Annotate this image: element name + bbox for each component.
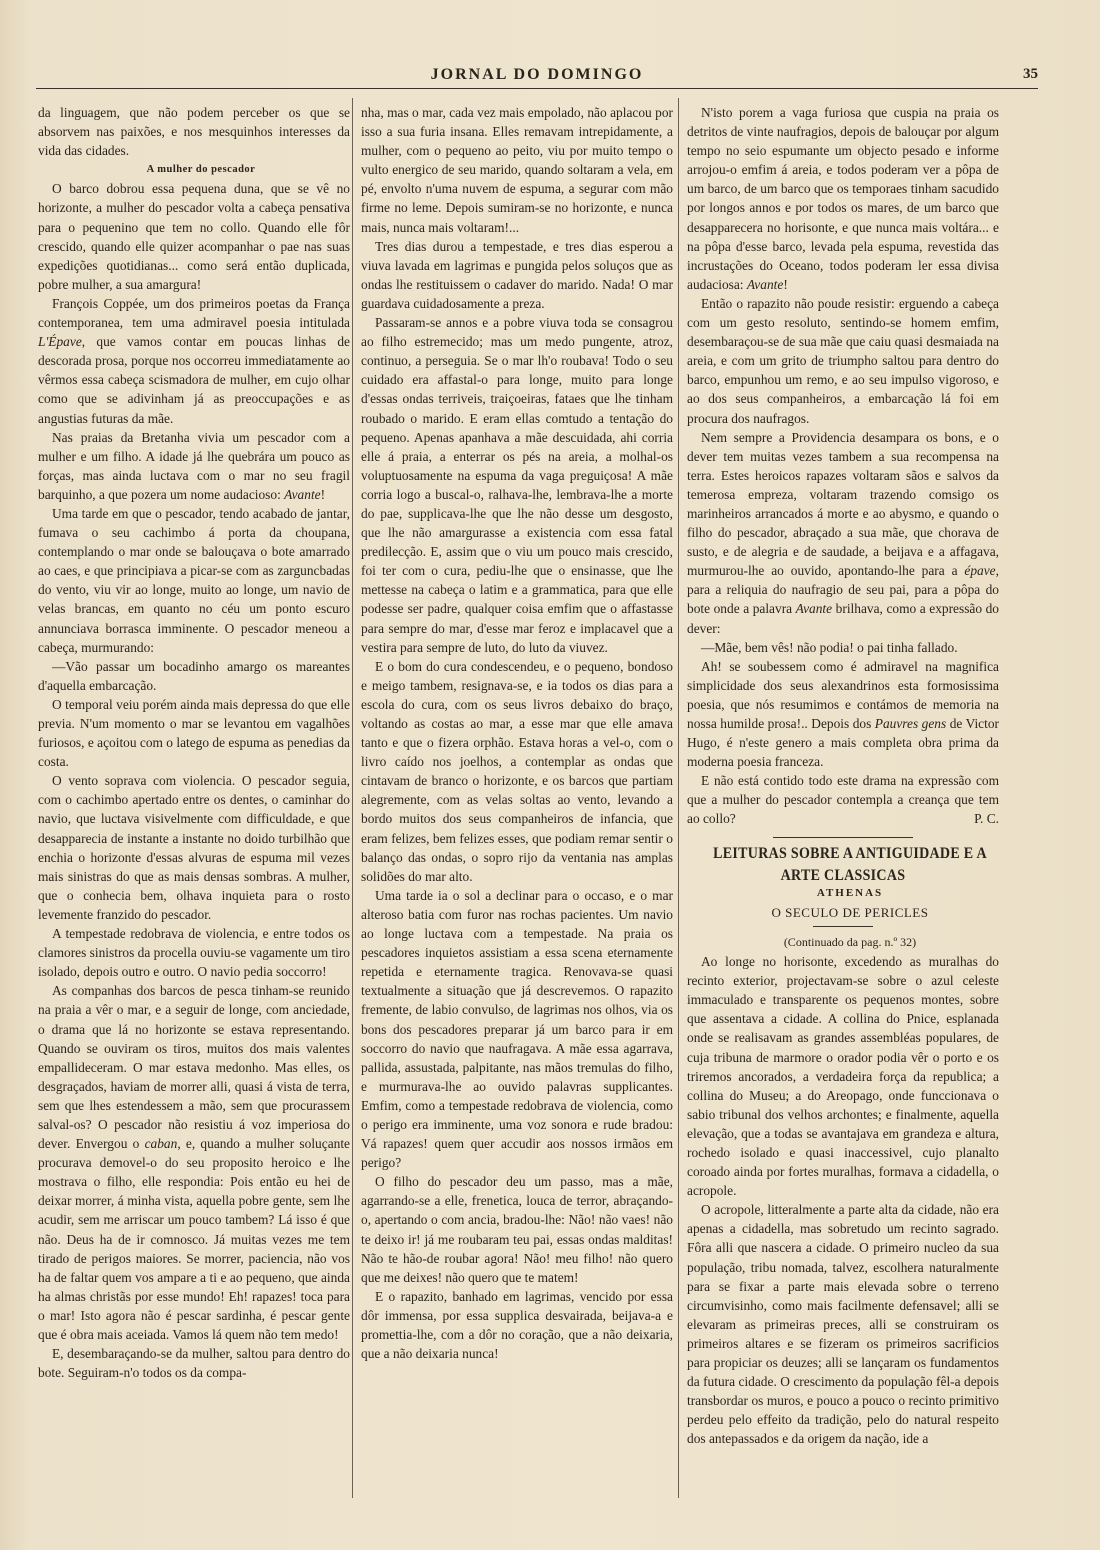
page-header: [36, 64, 1038, 89]
paragraph: E o rapazito, banhado em lagrimas, vencido por essa dôr immensa, por essa supplica desvairada, beijava-a e promettia-lhe, com a dôr no coração, que a não deixaria, que a não deixaria nunca!: [361, 1288, 673, 1362]
paragraph: Então o rapazito não poude resistir: erguendo a cabeça com um gesto resoluto, sentindo-se homem emfim, desembaraçou-se de sua mãe que caiu quasi desmaiada na areia, e com um grito de triumpho saltou para dentro do barco, empunhou um remo, e ao seu impulso vigoroso, e ao dos seus companheiros, a embarcação lá foi em procura dos naufragos.: [687, 295, 999, 426]
section-subtitle: ATHENAS: [816, 886, 884, 899]
paragraph: —Vão passar um bocadinho amargo os mareantes d'aquella embarcação.: [38, 658, 350, 693]
column-divider: [352, 98, 353, 1498]
column-2: [361, 103, 673, 1363]
page-number: 35: [1023, 66, 1038, 82]
paragraph: Ah! se soubessem como é admiravel na magnifica simplicidade dos seus alexandrinos esta formosissima poesia, que nós resumimos e contámos de memoria na nossa humilde prosa!.. Depois dos Pauvres gens de Victor Hugo, é n'este genero a mais completa obra prima da moderna poesia franceza.: [687, 658, 999, 770]
paragraph: O acropole, litteralmente a parte alta da cidade, não era apenas a cidadella, mas sobretudo um recinto sagrado. Fôra alli que nascera a cidade. O primeiro nucleo da sua população, tribu nomada, talvez, escolhera naturalmente para se fixar a parte mais elevada sobre o terreno circumvisinho, como mais facilmente defensavel; alli se elevaram as primeiras preces, alli se construiram os primeiros altares e se fizeram os primeiros sacrificios para propiciar os deuzes; alli se lançaram os fundamentos da futura cidade. O crescimento da população fêl-a depois transbordar os muros, e pouco a pouco o recinto primitivo perdeu pelo effeito da tradição, pelo do natural respeito dos antepassados e da origem da nação, ide a: [687, 1202, 999, 1447]
chapter-title: O SECULO DE PERICLES: [771, 904, 929, 920]
subheading: A mulher do pescador: [146, 164, 256, 176]
paragraph: O filho do pescador deu um passo, mas a mãe, agarrando-se a elle, frenetica, louca de terror, abraçando-o, apertando o com ancia, bradou-lhe: Não! não vaes! não te deixo ir! já me roubaram teu pai, essas ondas malditas! Não te hão-de roubar agora! Não! meu filho! não quero que me deixes! não quero que te matem!: [361, 1174, 673, 1285]
paragraph: Nem sempre a Providencia desampara os bons, e o dever tem muitas vezes tambem a sua recompensa na terra. Estes heroicos rapazes voltaram sãos e salvos da temerosa empreza, voltaram trazendo comsigo os marinheiros arrancados á morte e ao abysmo, e quando o filho do pescador, abraçado a sua mãe, que chorava de susto, e de alegria e de saudade, a beijava e a affagava, murmurou-lhe ao ouvido, apontando-lhe para a épave, para a reliquia do naufragio de seu pai, para a pôpa do bote onde a palavra Avante brilhava, como a expressão do dever:: [687, 429, 999, 636]
paragraph: da linguagem, que não podem perceber os que se absorvem nas paixões, e nos mesquinhos interesses da vida das cidades.: [38, 105, 350, 159]
paragraph: Passaram-se annos e a pobre viuva toda se consagrou ao filho estremecido; mas um medo pungente, atroz, continuo, a perseguia. Se o mar lh'o roubava! Todo o seu cuidado era affastal-o para longe, muito para longe d'essas ondas terriveis, traiçoeiras, fataes que lhe tinham roubado o marido. E eram ellas comtudo a tentação do pequeno. Apenas apanhava a mãe descuidada, ahi corria elle á praia, a enterrar os pés na areia, a molhal-os voluptuosamente na espuma da vaga preguiçosa! A mãe corria logo a buscal-o, ralhava-lhe, lembrava-lhe a morte do pae, supplicava-lhe que lhe não desse um desgosto, que lhe não amargurasse a existencia com essa fatal predilecção. E, assim que o viu um pouco mais crescido, foi ter com o cura, pediu-lhe que o ensinasse, que lhe mettesse na cabeça o latim e a grammatica, para que elle podesse ser padre, qualquer coisa emfim que o affastasse para sempre do mar, d'esse mar feroz e implacavel que a vestira para sempre de luto, do luto da viuvez.: [361, 315, 673, 655]
section-rule: [773, 837, 913, 838]
paragraph: Tres dias durou a tempestade, e tres dias esperou a viuva lavada em lagrimas e pungida pelos soluços que as ondas lhe restituissem o cadaver do marido. Nada! O mar guardava cuidadosamente a preza.: [361, 238, 673, 311]
section-title: LEITURAS SOBRE A ANTIGUIDADE E A ARTE CLASSICAS: [713, 844, 987, 885]
author-signature: P. C.: [974, 811, 999, 827]
paragraph: E não está contido todo este drama na expressão com que a mulher do pescador contempla a creança que tem ao collo? P. C.: [687, 771, 999, 828]
paragraph: Uma tarde em que o pescador, tendo acabado de jantar, fumava o seu cachimbo á porta da choupana, contemplando o mar onde se balouçava o bote amarrado ao caes, e que principiava a picar-se com as zarguncbadas do vento, viu vir ao longe, muito ao longe, um navio de velas brancas, em quanto no céu um ponto escuro annunciava borrasca imminente. O pescador meneou a cabeça, murmurando:: [38, 505, 350, 655]
column-1: [38, 103, 350, 1382]
paragraph: Uma tarde ia o sol a declinar para o occaso, e o mar alteroso batia com furor nas rochas pacientes. Um navio ao longe luctava com a tempestade. Na praia os pescadores inquietos assistiam a essa scena eternamente repetida e eternamente tragica. Renovava-se quasi textualmente a situação que já descrevemos. O rapazito fremente, de labio convulso, de lagrimas nos olhos, via os bons dos pescadores preparar já um barco para ir em soccorro do navio que naufragava. A mãe essa agarrava, pallida, assustada, palpitante, nas mãos tremulas do filho, e murmurava-lhe ao ouvido palavras supplicantes. Emfim, como a tempestade redobrava de violencia, como o perigo era imminente, uma voz sonora e rude bradou: Vá rapazes! quem quer accudir aos nossos irmãos em perigo?: [361, 887, 673, 1171]
paragraph: O barco dobrou essa pequena duna, que se vê no horizonte, a mulher do pescador volta a cabeça pensativa para o pequenino que tem no collo. Quando elle fôr crescido, quando elle quizer acompanhar o pae nas suas expedições quotidianas... como será então duplicada, pobre mulher, a sua amargura!: [38, 181, 350, 292]
chapter-rule: [813, 926, 873, 927]
paragraph: O vento soprava com violencia. O pescador seguia, com o cachimbo apertado entre os dentes, o caminhar do navio, que luctava visivelmente com difficuldade, e que desapparecia de instante a instante no doido turbilhão que enchia o horizonte d'essas alvuras de espuma mil vezes mais sinistras do que as mais densas sombras. A mulher, que o conhecia bem, olhava inquieta para o rosto levemente franzido do pescador.: [38, 773, 350, 922]
column-3: [687, 103, 999, 1448]
paragraph: N'isto porem a vaga furiosa que cuspia na praia os detritos de vinte naufragios, depois de balouçar por algum tempo no seio espumante um objecto pesado e informe arrojou-o emfim á areia, e todos poderam ver a pôpa de um barco, de um barco que os temporaes tinham sacudido por longos annos e por todos os mares, de um barco que desapparecera no horisonte, e que nunca mais voltára... e na pôpa d'esse barco, levada pela espuma, revestida das incrustações do Oceano, todos poderam ler essa divisa audaciosa: Avante!: [687, 105, 999, 292]
paragraph: François Coppée, um dos primeiros poetas da França contemporanea, tem uma admiravel poesia intitulada L'Épave, que vamos contar em poucas linhas de descorada prosa, porque nos occorreu immediatamente ao vêrmos essa cabeça scismadora de mulher, em cujo olhar como que se adivinham já as preoccupações e as angustias futuras da mãe.: [38, 295, 350, 426]
continued-note: (Continuado da pag. n.º 32): [783, 934, 917, 949]
column-divider: [678, 98, 679, 1498]
paragraph: —Mãe, bem vês! não podia! o pai tinha fallado.: [701, 639, 958, 655]
paragraph: O temporal veiu porém ainda mais depressa do que elle previa. N'um momento o mar se levantou em vagalhões furiosos, e açoitou com o latego de espuma as penedias da costa.: [38, 696, 350, 770]
journal-title: JORNAL DO DOMINGO: [430, 66, 644, 83]
paragraph: nha, mas o mar, cada vez mais empolado, não aplacou por isso a sua furia insana. Elles remavam intrepidamente, a mulher, com o pequeno ao peito, viu por muito tempo o vulto energico de seu marido, quando soltaram a vela, em pé, envolto n'uma nuvem de espuma, a segurar com mão firme no leme. Depois sumiram-se no horizonte, e nunca mais, nunca mais voltaram!...: [361, 105, 673, 235]
paragraph: E o bom do cura condescendeu, e o pequeno, bondoso e meigo tambem, resignava-se, e ia todos os dias para a escola do cura, com os seus livros debaixo do braço, voltando as costas ao mar, a esse mar que elle amava tanto e que o fizera orphão. Estava horas a vel-o, com o livro caído nos joelhos, a contemplar as ondas que cintavam de branco o horizonte, e os barcos que partiam alegremente, com as velas soltas ao vento, levando a bordo muitos dos seus companheiros de infancia, que eram felizes, bem felizes esses, que podiam remar sentir o balanço das ondas, o sopro rijo da ventania nas amplas solidões do mar alto.: [361, 658, 673, 884]
paragraph: E, desembaraçando-se da mulher, saltou para dentro do bote. Seguiram-n'o todos os da compa-: [38, 1346, 350, 1381]
paragraph: As companhas dos barcos de pesca tinham-se reunido na praia a vêr o mar, e a seguir de longe, com anciedade, o drama que lá no horizonte se estava representando. Quando se ouviram os tiros, muitos dos mais valentes empallideceram. O mar estava medonho. Mas elles, os desgraçados, haviam de morrer alli, quasi á vista de terra, sem que lhes estendessem a mão, sem que procurassem salval-os? O pescador não resistiu á voz imperiosa do dever. Envergou o caban, e, quando a mulher soluçante procurava demovel-o do seu proposito heroico e lhe mostrava o filho, elle respondia: Pois então eu hei de deixar morrer, á minha vista, aquella pobre gente, sem lhe acudir, sem me arriscar um pouco tambem? Lá isso é que não. Deus ha de ir comnosco. Já muitas vezes me tem tirado de perigos maiores. Se morrer, paciencia, não vos ha de faltar quem vos ampare a ti e ao pequeno, que ainda ha almas christãs por esse mundo! Eh! rapazes! toca para o mar! Isto agora não é pescar sardinha, é pescar gente que é obra mais aceiada. Vamos lá quem não tem medo!: [38, 983, 350, 1342]
paragraph: A tempestade redobrava de violencia, e entre todos os clamores sinistros da procella ouviu-se vagamente um tiro isolado, depois outro e outro. O navio pedia soccorro!: [38, 926, 350, 980]
paragraph: Nas praias da Bretanha vivia um pescador com a mulher e um filho. A idade já lhe quebrára um pouco as forças, mas ainda luctava com o mar no seu fragil barquinho, a que pozera um nome audacioso: Avante!: [38, 429, 350, 502]
paragraph: Ao longe no horisonte, excedendo as muralhas do recinto exterior, projectavam-se sobre o azul celeste immaculado e transparente os pequenos montes, sobre que assentava a cidade. A collina do Pnice, esplanada onde se realisavam as grandes assembléas populares, de cuja tribuna de marmore o orador podia vêr o porto e os triremos ancorados, a verdadeira força da republica; a collina do Museu; a do Areopago, onde funccionava o sabio tribunal dos velhos archontes; e finalmente, aquella elevação, que a todas se avantajava em grandeza e altura, rochedo isolado e quasi inaccessivel, cujo planalto coroado ainda por fortes muralhas, formava a cidadella, o acropole.: [687, 954, 999, 1199]
